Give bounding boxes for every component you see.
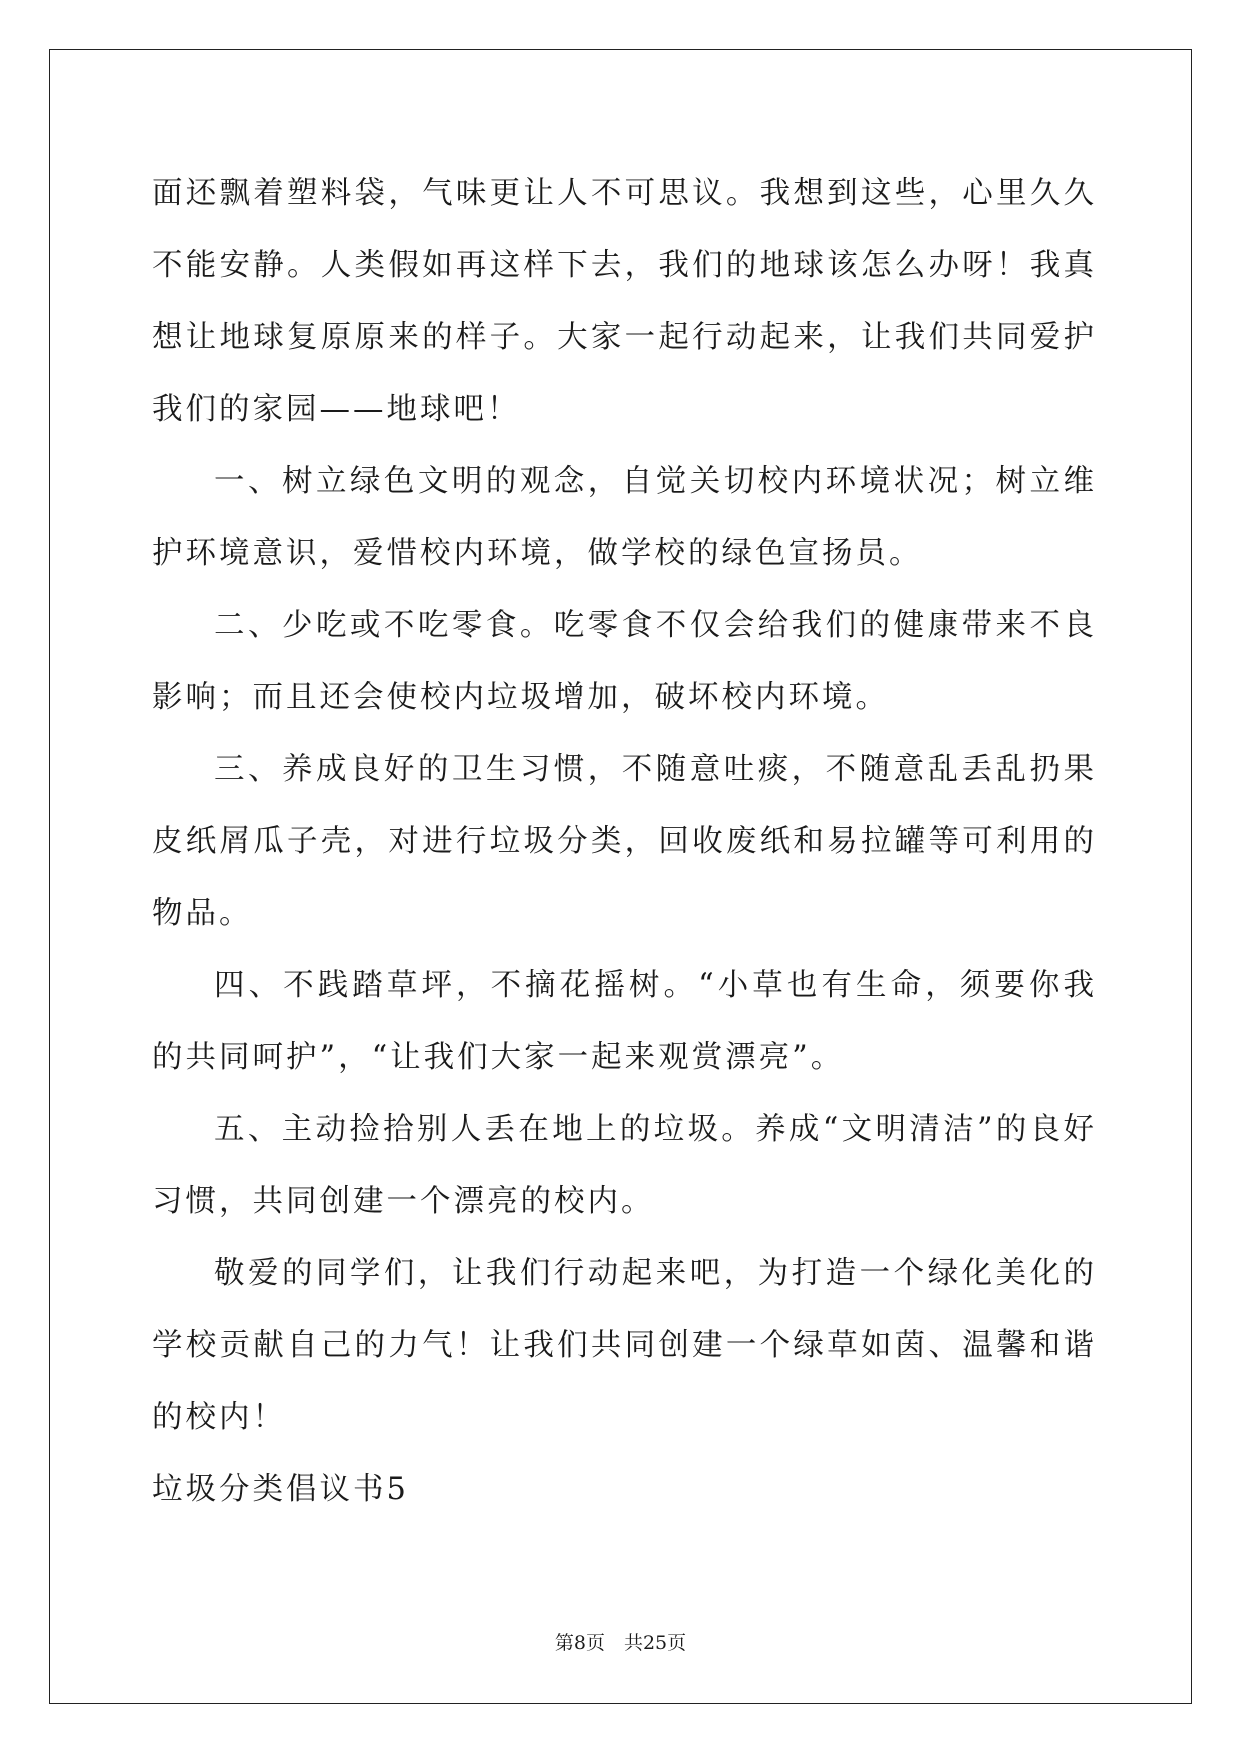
paragraph-item-2: 二、少吃或不吃零食。吃零食不仅会给我们的健康带来不良影响；而且还会使校内垃圾增加，破坏校内环境。 [152,608,1097,715]
paragraph-item-1: 一、树立绿色文明的观念，自觉关切校内环境状况；树立维护环境意识，爱惜校内环境，做学校的绿色宣扬员。 [152,464,1097,571]
paragraph-item-3: 三、养成良好的卫生习惯，不随意吐痰，不随意乱丢乱扔果皮纸屑瓜子壳，对进行垃圾分类，回收废纸和易拉罐等可利用的物品。 [152,752,1097,931]
document-body [152,158,1097,1526]
page-number-footer: 第8页 共25页 [554,1632,687,1654]
paragraph-item-5: 五、主动捡拾别人丢在地上的垃圾。养成“文明清洁”的良好习惯，共同创建一个漂亮的校内。 [152,1112,1097,1219]
paragraph-item-4: 四、不践踏草坪，不摘花摇树。“小草也有生命，须要你我的共同呵护”，“让我们大家一起来观赏漂亮”。 [152,968,1097,1075]
paragraph-intro: 面还飘着塑料袋，气味更让人不可思议。我想到这些，心里久久不能安静。人类假如再这样下去，我们的地球该怎么办呀！我真想让地球复原原来的样子。大家一起行动起来，让我们共同爱护我们的家园——地球吧！ [152,176,1097,427]
paragraph-closing: 敬爱的同学们，让我们行动起来吧，为打造一个绿化美化的学校贡献自己的力气！让我们共同创建一个绿草如茵、温馨和谐的校内！ [152,1256,1097,1435]
section-heading: 垃圾分类倡议书5 [152,1472,409,1507]
